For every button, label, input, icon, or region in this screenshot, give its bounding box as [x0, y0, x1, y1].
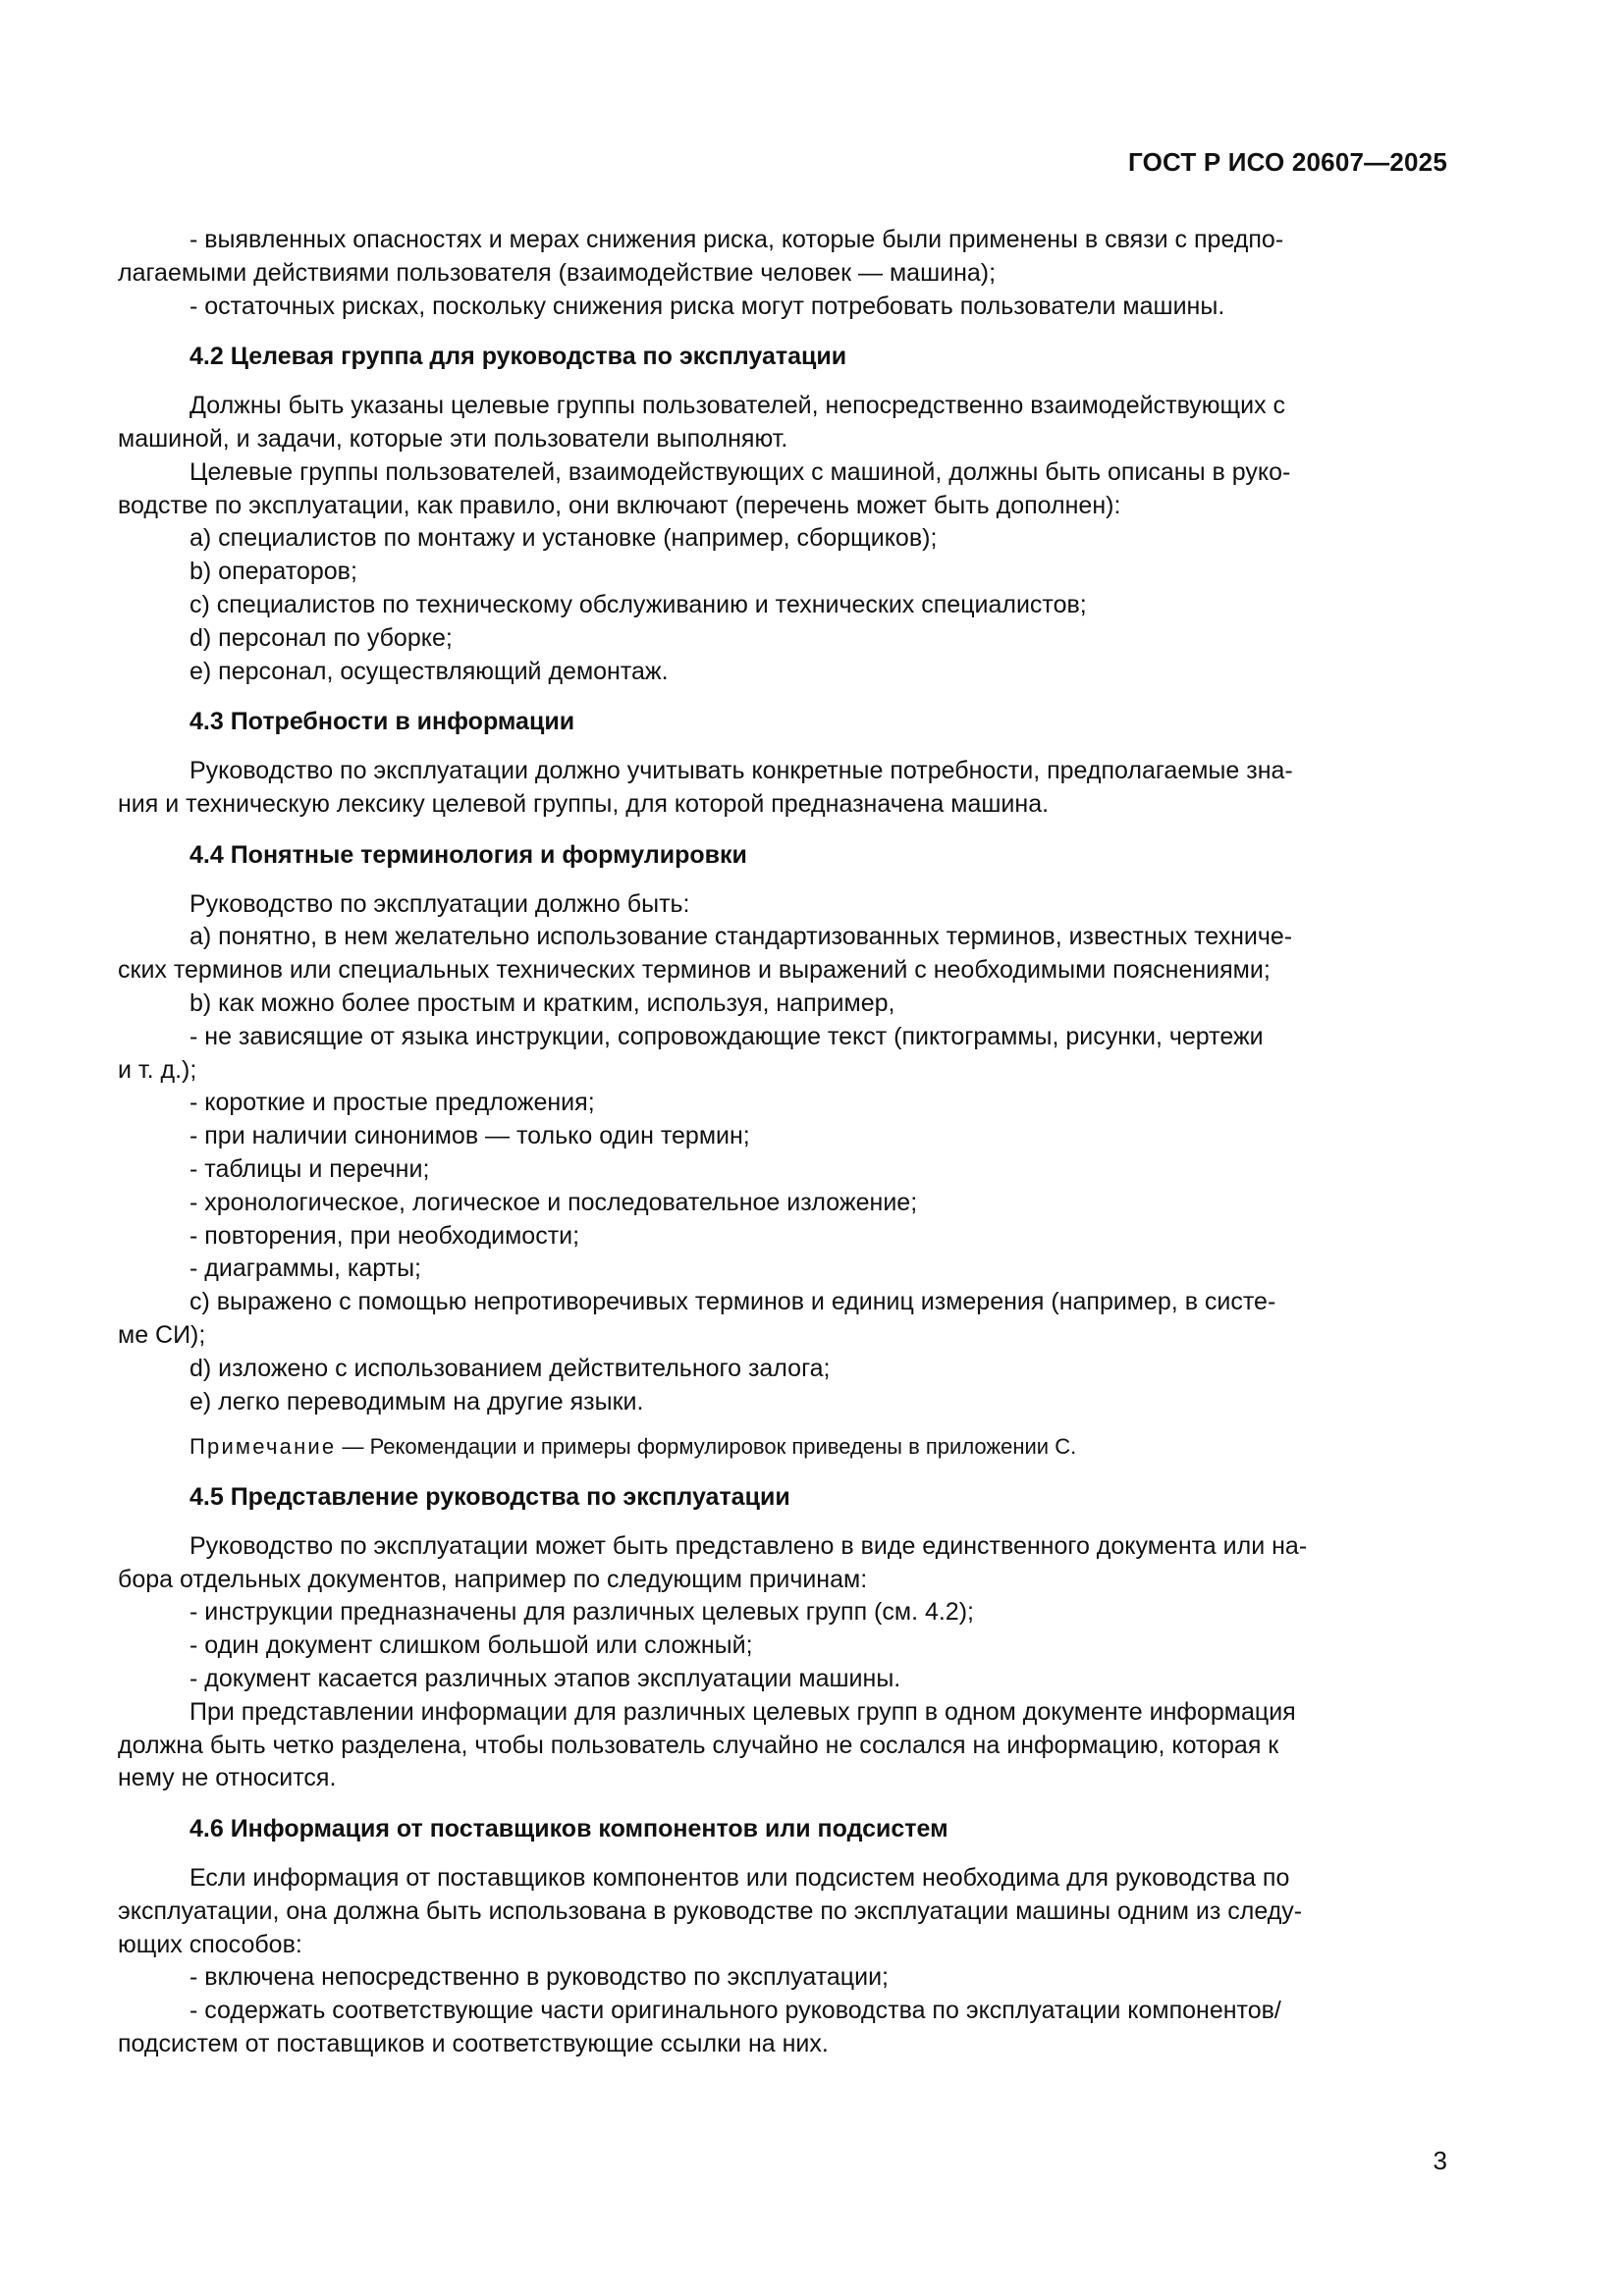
list-item: - хронологическое, логическое и последовательное изложение;: [189, 1188, 918, 1216]
section-4-4-heading: 4.4 Понятные терминология и формулировки: [189, 840, 747, 869]
body-line: Руководство по эксплуатации должно быть:: [189, 889, 690, 918]
list-item: - повторения, при необходимости;: [189, 1221, 580, 1250]
list-item: a) понятно, в нем желательно использование стандартизованных терминов, известных техниче-: [189, 923, 1293, 951]
body-line: - остаточных рисках, поскольку снижения риска могут потребовать пользователи машины.: [189, 292, 1225, 320]
body-line: машиной, и задачи, которые эти пользователи выполняют.: [118, 424, 788, 453]
list-item: c) выражено с помощью непротиворечивых терминов и единиц измерения (например, в систе-: [189, 1288, 1276, 1316]
list-item: - документ касается различных этапов эксплуатации машины.: [189, 1665, 901, 1693]
list-item: - таблицы и перечни;: [189, 1154, 430, 1183]
body-line: ме СИ);: [118, 1320, 206, 1349]
list-item: d) персонал по уборке;: [189, 623, 453, 652]
body-line: ских терминов или специальных технических терминов и выражений с необходимыми пояснениями;: [118, 956, 1271, 985]
document-header: ГОСТ Р ИСО 20607—2025: [1127, 147, 1447, 177]
body-line: ния и техническую лексику целевой группы, для которой предназначена машина.: [118, 789, 1050, 818]
list-item: a) специалистов по монтажу и установке (например, сборщиков);: [189, 524, 938, 553]
body-line: ющих способов:: [118, 1930, 302, 1958]
section-4-6-heading: 4.6 Информация от поставщиков компонентов или подсистем: [189, 1815, 948, 1843]
body-line: Если информация от поставщиков компонентов или подсистем необходима для руководства по: [189, 1864, 1290, 1893]
section-4-3-heading: 4.3 Потребности в информации: [189, 708, 575, 736]
list-item: - не зависящие от языка инструкции, сопровождающие текст (пиктограммы, рисунки, чертежи: [189, 1022, 1264, 1050]
list-item: - инструкции предназначены для различных целевых групп (см. 4.2);: [189, 1598, 974, 1627]
list-item: e) персонал, осуществляющий демонтаж.: [189, 657, 669, 685]
body-line: и т. д.);: [118, 1055, 197, 1084]
body-line: бора отдельных документов, например по следующим причинам:: [118, 1565, 868, 1593]
list-item: b) как можно более простым и кратким, используя, например,: [189, 988, 895, 1017]
list-item: - диаграммы, карты;: [189, 1255, 421, 1283]
body-line: лагаемыми действиями пользователя (взаимодействие человек — машина);: [118, 258, 997, 287]
section-4-5-heading: 4.5 Представление руководства по эксплуатации: [189, 1483, 790, 1512]
list-item: - включена непосредственно в руководство по эксплуатации;: [189, 1963, 889, 1992]
body-line: Руководство по эксплуатации должно учитывать конкретные потребности, предполагаемые зна-: [189, 757, 1293, 785]
body-line: подсистем от поставщиков и соответствующие ссылки на них.: [118, 2030, 829, 2058]
body-line: Должны быть указаны целевые группы пользователей, непосредственно взаимодействующих с: [189, 392, 1286, 420]
body-line: эксплуатации, она должна быть использована в руководстве по эксплуатации машины одним из следу-: [118, 1896, 1303, 1925]
page-number: 3: [1433, 2146, 1447, 2175]
note-label: Примечание: [189, 1434, 337, 1460]
list-item: d) изложено с использованием действительного залога;: [189, 1354, 831, 1382]
list-item: b) операторов;: [189, 558, 357, 586]
body-line: При представлении информации для различных целевых групп в одном документе информация: [189, 1697, 1296, 1726]
body-line: - выявленных опасностях и мерах снижения риска, которые были применены в связи с предпо-: [189, 226, 1284, 253]
list-item: - при наличии синонимов — только один термин;: [189, 1122, 750, 1150]
body-line: нему не относится.: [118, 1764, 337, 1792]
body-line: должна быть четко разделена, чтобы пользователь случайно не сослался на информацию, которая к: [118, 1731, 1279, 1759]
note-text: — Рекомендации и примеры формулировок приведены в приложении С.: [336, 1434, 1077, 1460]
section-4-2-heading: 4.2 Целевая группа для руководства по эксплуатации: [189, 343, 847, 371]
body-line: Целевые группы пользователей, взаимодействующих с машиной, должны быть описаны в руко-: [189, 457, 1291, 486]
body-line: Руководство по эксплуатации может быть представлено в виде единственного документа или на-: [189, 1531, 1308, 1560]
body-line: водстве по эксплуатации, как правило, они включают (перечень может быть дополнен):: [118, 491, 1121, 519]
list-item: - один документ слишком большой или сложный;: [189, 1631, 753, 1660]
list-item: c) специалистов по техническому обслуживанию и технических специалистов;: [189, 590, 1087, 618]
note: [118, 1430, 1443, 1464]
list-item: - короткие и простые предложения;: [189, 1089, 595, 1117]
list-item: - содержать соответствующие части оригинального руководства по эксплуатации компонентов/: [189, 1997, 1281, 2025]
page-content: [118, 224, 1443, 2061]
list-item: e) легко переводимым на другие языки.: [189, 1387, 644, 1415]
